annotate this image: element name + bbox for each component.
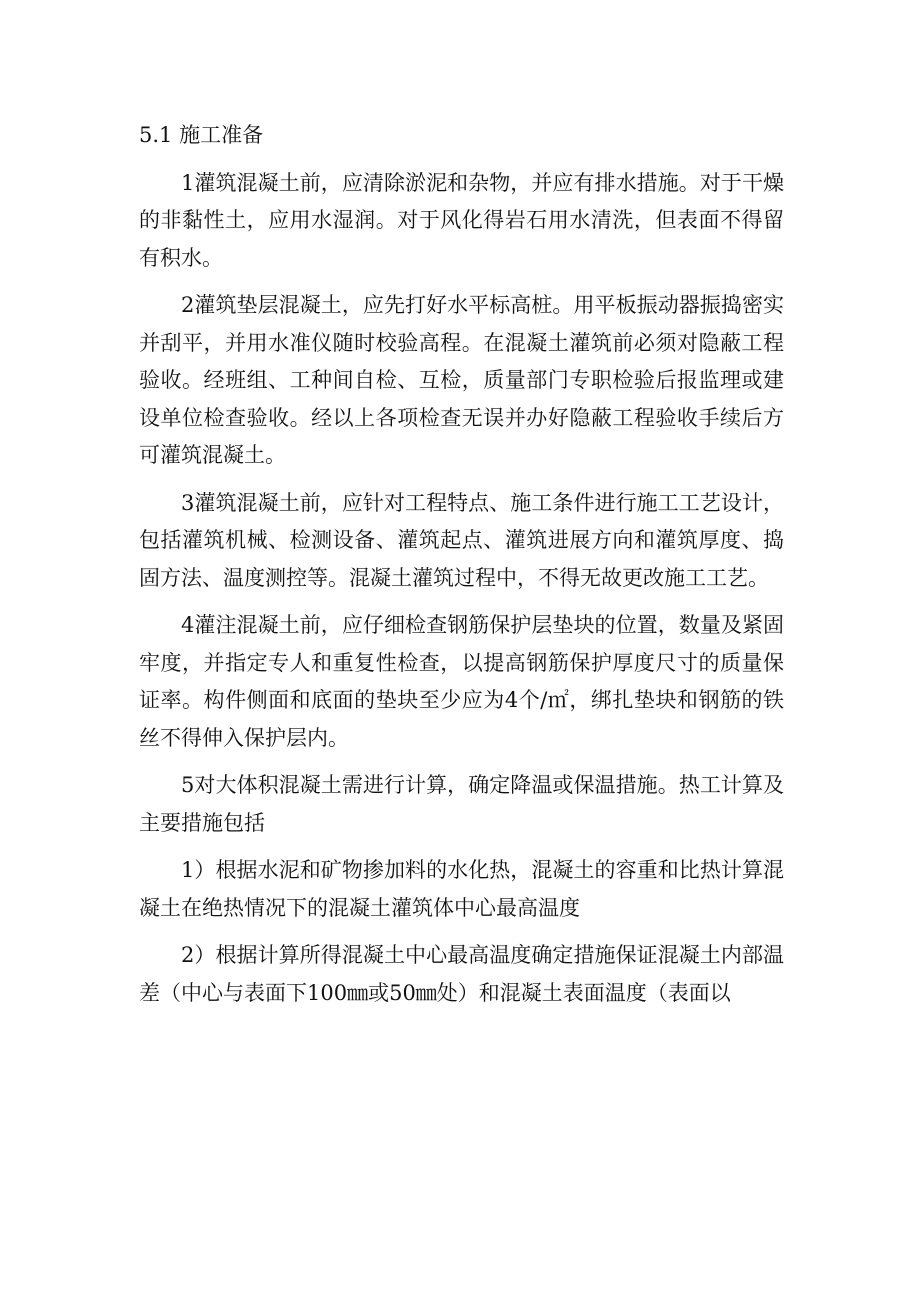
paragraph-5-item-2: 2）根据计算所得混凝土中心最高温度确定措施保证混凝土内部温差（中心与表面下100㎜或50㎜处）和混凝土表面温度（表面以 — [139, 943, 784, 1005]
paragraph-4: 4灌注混凝土前，应仔细检查钢筋保护层垫块的位置，数量及紧固牢度，并指定专人和重复性检查，以提高钢筋保护厚度尺寸的质量保证率。构件侧面和底面的垫块至少应为4个/㎡，绑扎垫块和钢筋的铁丝不得伸入保护层内。 — [139, 613, 784, 750]
paragraph-1: 1灌筑混凝土前，应清除淤泥和杂物，并应有排水措施。对于干燥的非黏性土，应用水湿润。对于风化得岩石用水清洗，但表面不得留有积水。 — [139, 170, 784, 270]
paragraph-5: 5对大体积混凝土需进行计算，确定降温或保温措施。热工计算及主要措施包括 — [139, 773, 784, 835]
paragraph-2: 2灌筑垫层混凝土，应先打好水平标高桩。用平板振动器振捣密实并刮平，并用水准仪随时校验高程。在混凝土灌筑前必须对隐蔽工程验收。经班组、工种间自检、互检，质量部门专职检验后报监理或建设单位检查验收。经以上各项检查无误并办好隐蔽工程验收手续后方可灌筑混凝土。 — [139, 293, 784, 467]
section-heading: 5.1 施工准备 — [139, 123, 264, 147]
paragraph-5-item-1: 1）根据水泥和矿物掺加料的水化热，混凝土的容重和比热计算混凝土在绝热情况下的混凝土灌筑体中心最高温度 — [139, 858, 784, 920]
paragraph-3: 3灌筑混凝土前，应针对工程特点、施工条件进行施工工艺设计，包括灌筑机械、检测设备、灌筑起点、灌筑进展方向和灌筑厚度、捣固方法、温度测控等。混凝土灌筑过程中，不得无故更改施工工艺。 — [139, 490, 784, 590]
document-body — [139, 117, 784, 1022]
